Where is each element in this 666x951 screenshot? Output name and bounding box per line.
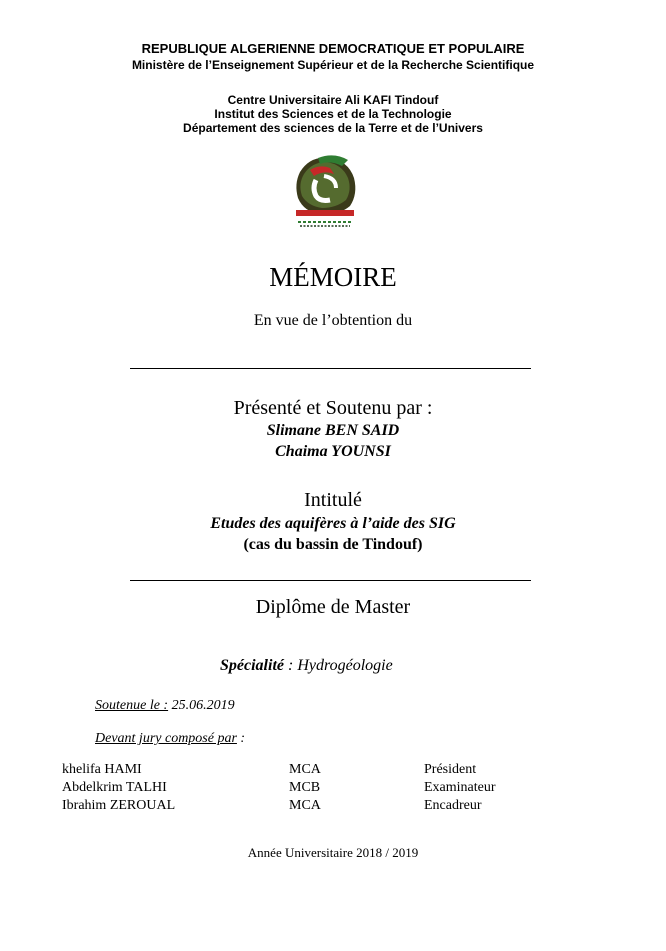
- specialty-line: [220, 657, 393, 675]
- department-name: Département des sciences de la Terre et de l’Univers: [183, 121, 483, 135]
- jury-grade: MCA: [289, 762, 321, 777]
- republic-heading: REPUBLIQUE ALGERIENNE DEMOCRATIQUE ET POPULAIRE: [141, 41, 525, 56]
- separator-top: [130, 368, 531, 369]
- document-subtitle: En vue de l’obtention du: [253, 312, 413, 329]
- jury-name: Abdelkrim TALHI: [62, 780, 167, 795]
- separator-bottom: [130, 580, 531, 581]
- jury-role: Président: [424, 762, 477, 777]
- ministry-heading: Ministère de l’Enseignement Supérieur et de la Recherche Scientifique: [131, 58, 535, 72]
- institute-name: Institut des Sciences et de la Technologie: [214, 107, 452, 121]
- presented-label: Présenté et Soutenu par :: [233, 397, 433, 419]
- defense-label: Soutenue le :: [95, 698, 169, 713]
- diploma-title: Diplôme de Master: [255, 596, 411, 618]
- institution-name: Centre Universitaire Ali KAFI Tindouf: [227, 93, 439, 107]
- jury-grade: MCA: [289, 798, 321, 813]
- jury-suffix: :: [236, 731, 246, 746]
- defense-date: 25.06.2019: [168, 698, 235, 713]
- specialty-value: : Hydrogéologie: [283, 657, 393, 674]
- title-label: Intitulé: [304, 489, 362, 511]
- document-title: MÉMOIRE: [269, 262, 397, 292]
- defense-line: [95, 698, 235, 714]
- specialty-label: Spécialité: [220, 657, 284, 674]
- author-2: Chaima YOUNSI: [275, 443, 391, 460]
- jury-name: Ibrahim ZEROUAL: [62, 798, 176, 813]
- jury-role: Examinateur: [424, 780, 496, 795]
- author-1: Slimane BEN SAID: [266, 422, 400, 439]
- jury-label: Devant jury composé par: [95, 731, 237, 746]
- jury-role: Encadreur: [424, 798, 482, 813]
- jury-name: khelifa HAMI: [62, 762, 142, 777]
- jury-grade: MCB: [289, 780, 321, 795]
- thesis-subtitle: (cas du bassin de Tindouf): [243, 536, 423, 553]
- academic-year: Année Universitaire 2018 / 2019: [247, 845, 419, 860]
- university-logo: [290, 152, 360, 230]
- thesis-title: Etudes des aquifères à l’aide des SIG: [210, 515, 456, 532]
- jury-line: [95, 731, 245, 747]
